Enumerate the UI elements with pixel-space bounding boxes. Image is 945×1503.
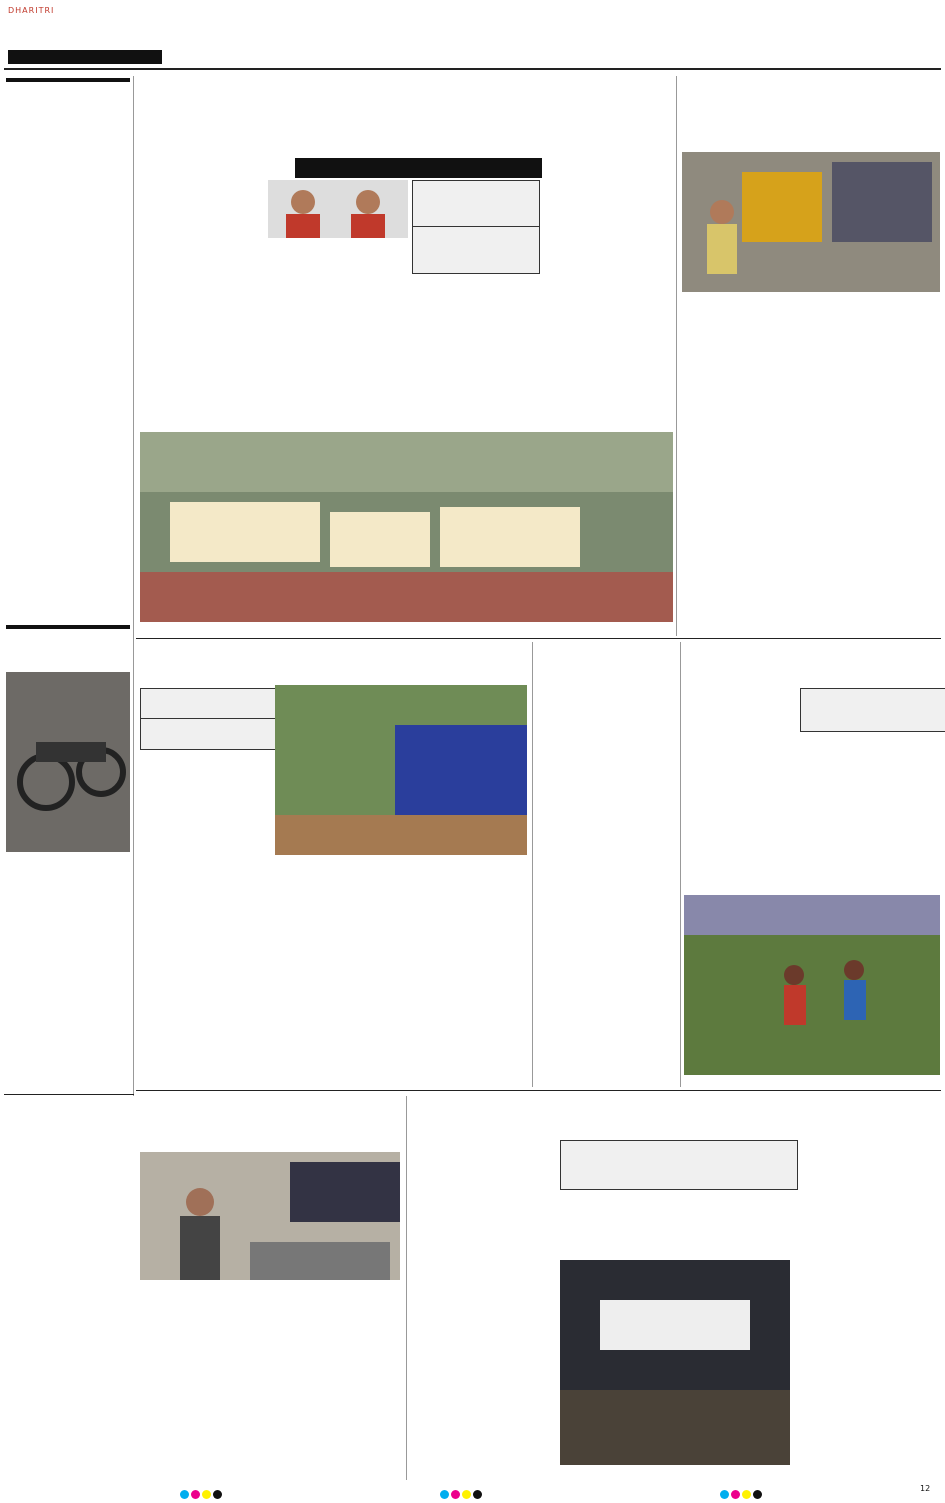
mid-left-body-a [140, 760, 270, 860]
bottom-right-body-b [796, 1140, 940, 1480]
protest-photo [140, 432, 673, 622]
bike-photo [6, 672, 130, 852]
mid-left-body [140, 872, 528, 1084]
mid-center-body [537, 720, 677, 1085]
rule [136, 1090, 941, 1091]
today-box [6, 78, 130, 606]
right-top-body [682, 322, 940, 632]
mid-right-box [800, 688, 945, 732]
issue-dateline [8, 50, 162, 64]
rule [136, 638, 941, 639]
lead-headline [140, 76, 670, 158]
mid-left-headline [140, 642, 525, 682]
registration-marks [720, 1484, 764, 1503]
mid-right-headline [684, 643, 940, 673]
lead-bullet-1 [412, 180, 540, 228]
today-text [6, 86, 130, 606]
brief-text [6, 858, 130, 1088]
bottom-right-body [560, 1186, 790, 1256]
rule [4, 1094, 134, 1095]
page-number: 12 [920, 1484, 931, 1493]
masthead-logo [8, 6, 158, 46]
demolition-photo [682, 152, 940, 292]
top-teasers [280, 6, 680, 64]
col-divider [676, 76, 677, 636]
meeting-photo [140, 1152, 400, 1280]
brief-box [6, 625, 130, 673]
lead-body-1 [140, 178, 260, 418]
bottom-left-headline [6, 1098, 130, 1148]
mid-right-body [684, 730, 940, 890]
school-site-photo [275, 685, 527, 855]
lead-body-2 [268, 256, 536, 426]
col-divider [680, 642, 681, 1087]
football-photo [684, 895, 940, 1075]
bottom-right-body-a [410, 1154, 545, 1480]
lead-portrait-photo [268, 180, 408, 238]
lead-subhead [295, 158, 542, 178]
mid-left-sub-2 [140, 718, 278, 750]
registration-marks [440, 1484, 484, 1503]
col-divider [532, 642, 533, 1087]
bottom-right-headline [410, 1093, 940, 1137]
bottom-left-story-headline [140, 1096, 400, 1148]
mid-center-headline [537, 656, 677, 702]
col-divider [406, 1096, 407, 1480]
bottom-left-text [6, 1150, 130, 1480]
today-label [6, 78, 130, 82]
night-protest-photo [560, 1260, 790, 1465]
bottom-right-box [560, 1140, 798, 1190]
registration-marks [180, 1484, 224, 1503]
bottom-left-story-body [140, 1308, 404, 1480]
logo-subtitle: DHARITRI [8, 6, 55, 15]
section-name [720, 4, 940, 60]
brief-label [6, 625, 130, 629]
mid-left-sub-1 [140, 688, 278, 720]
masthead-rule [4, 68, 941, 70]
col-divider [133, 76, 134, 1096]
brief-headline [6, 637, 130, 673]
lead-body-3 [540, 162, 672, 426]
right-top-headline [682, 76, 940, 148]
